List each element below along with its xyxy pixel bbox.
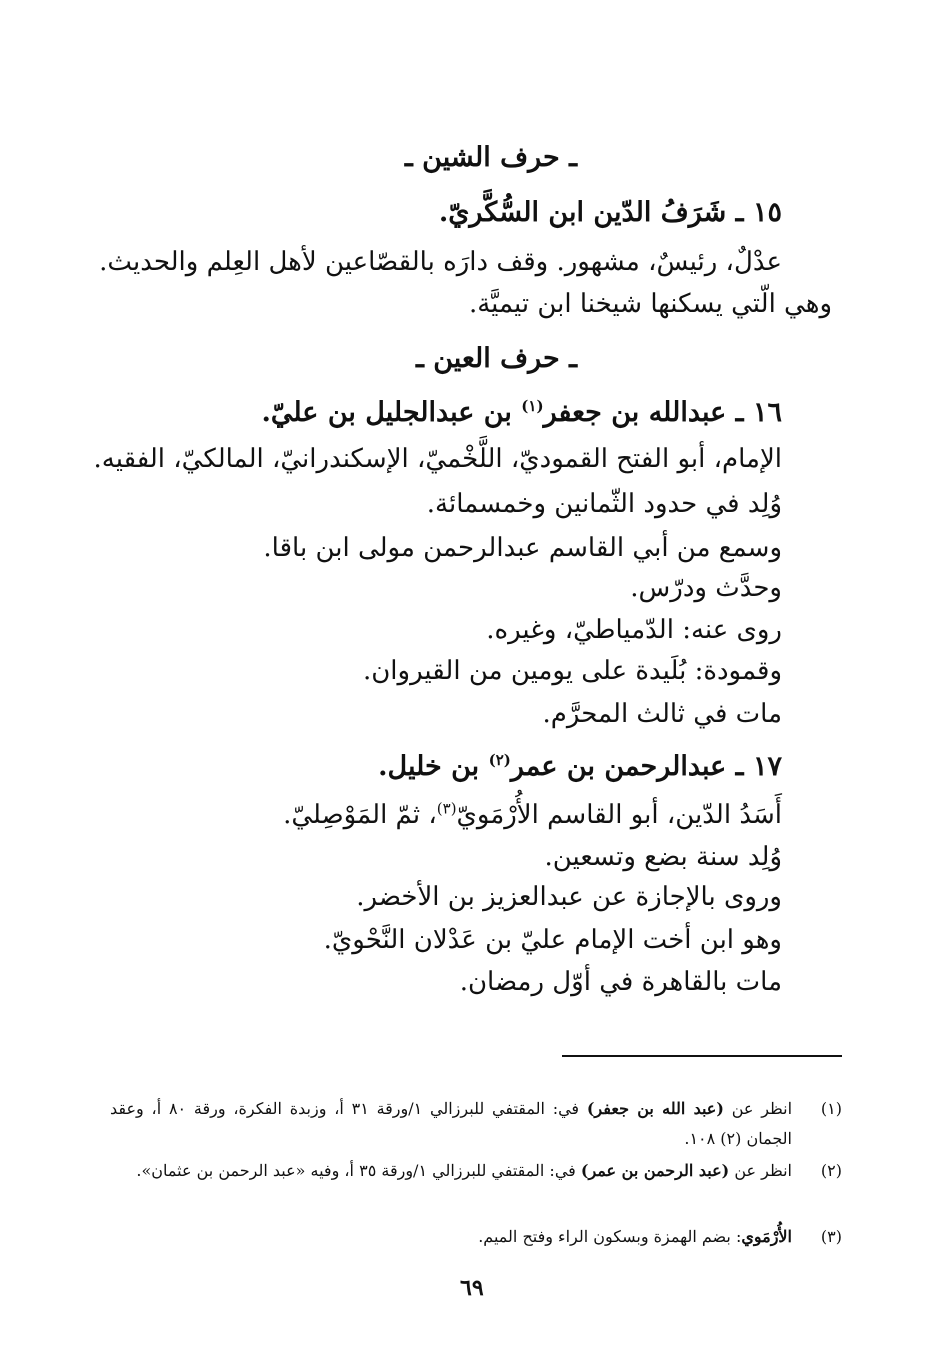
entry-16-title	[261, 397, 782, 428]
entry-17-line: وهو ابن أخت الإمام عليّ بن عَدْلان النَّحْويّ.	[323, 925, 782, 955]
footnote-post: في: المقتفي للبرزالي ١/ورقة ٣٥ أ، وفيه «عبد الرحمن بن عثمان».	[136, 1161, 581, 1180]
entry-16-title-b: بن عبدالجليل بن عليّ.	[261, 397, 522, 428]
page-number: ٦٩	[460, 1275, 484, 1301]
entry-17-line1-b: ، ثمّ المَوْصِليّ.	[283, 800, 437, 830]
footnote-separator	[562, 1055, 842, 1057]
section-heading-ain: ـ حرف العين ـ	[415, 343, 577, 374]
section-heading-shin: ـ حرف الشين ـ	[404, 142, 577, 173]
entry-17-line: مات بالقاهرة في أوّل رمضان.	[459, 967, 782, 997]
footnote	[110, 1222, 842, 1252]
entry-16-line: وقمودة: بُلَيدة على يومين من القيروان.	[362, 656, 782, 686]
footnote-number: (١)	[820, 1099, 842, 1118]
entry-16-line: روى عنه: الدّمياطيّ، وغيره.	[486, 615, 782, 645]
entry-15-line: عدْلٌ، رئيسٌ، مشهور. وقف دارَه بالقصّاعين لأهل العِلم والحديث.	[99, 247, 782, 277]
footnote-text	[110, 1094, 792, 1154]
entry-17-line1-a: أَسَدُ الدّين، أبو القاسم الأُرْمَويّ	[456, 800, 782, 830]
footnote-pre: انظر عن	[723, 1099, 793, 1118]
entry-17-line: وروى بالإجازة عن عبدالعزيز بن الأخضر.	[356, 882, 782, 912]
entry-15-title: ١٥ ـ شَرَفُ الدّين ابن السُّكَّريّ.	[438, 197, 782, 228]
footnote-post: : بضم الهمزة وبسكون الراء وفتح الميم.	[478, 1227, 742, 1246]
footnote-ref-1: (١)	[521, 397, 544, 415]
footnote-bold: (عبد الرحمن بن عمر)	[580, 1161, 730, 1180]
entry-17-line: وُلِد سنة بضع وتسعين.	[544, 842, 782, 872]
footnote-bold: (عبد الله بن جعفر)	[586, 1099, 724, 1118]
footnote-ref-3: (٣)	[436, 799, 457, 818]
footnote-pre: انظر عن	[729, 1161, 792, 1180]
footnote-ref-2: (٢)	[488, 751, 511, 769]
entry-16-line: وسمع من أبي القاسم عبدالرحمن مولى ابن باقا.	[263, 533, 782, 563]
footnote-bold: الأُرْمَوي	[741, 1227, 792, 1246]
footnote-number: (٣)	[820, 1227, 842, 1246]
entry-17-title-b: بن خليل.	[378, 751, 489, 782]
entry-17-title	[378, 751, 782, 782]
entry-15-line: وهي الّتي يسكنها شيخنا ابن تيميَّة.	[468, 289, 832, 319]
footnote-post: في: المقتفي للبرزالي ١/ورقة ٣١ أ، وزبدة الفكرة، ورقة ٨٠ أ، وعقد الجمان (٢) ١٠٨.	[110, 1099, 792, 1148]
footnote	[110, 1156, 842, 1186]
footnote-text	[110, 1156, 792, 1186]
entry-16-line: الإمام، أبو الفتح القموديّ، اللَّخْميّ، الإسكندرانيّ، المالكيّ، الفقيه.	[93, 444, 782, 474]
footnote-number: (٢)	[820, 1161, 842, 1180]
entry-16-line: وحدَّث ودرّس.	[630, 573, 782, 603]
footnote-text	[110, 1222, 792, 1252]
entry-17-title-a: ١٧ ـ عبدالرحمن بن عمر	[510, 751, 782, 782]
footnote	[110, 1094, 842, 1154]
entry-16-line: وُلِد في حدود الثّمانين وخمسمائة.	[426, 489, 782, 519]
entry-16-line: مات في ثالث المحرَّم.	[542, 699, 782, 729]
entry-17-line	[283, 800, 782, 830]
entry-16-title-a: ١٦ ـ عبدالله بن جعفر	[543, 397, 782, 428]
